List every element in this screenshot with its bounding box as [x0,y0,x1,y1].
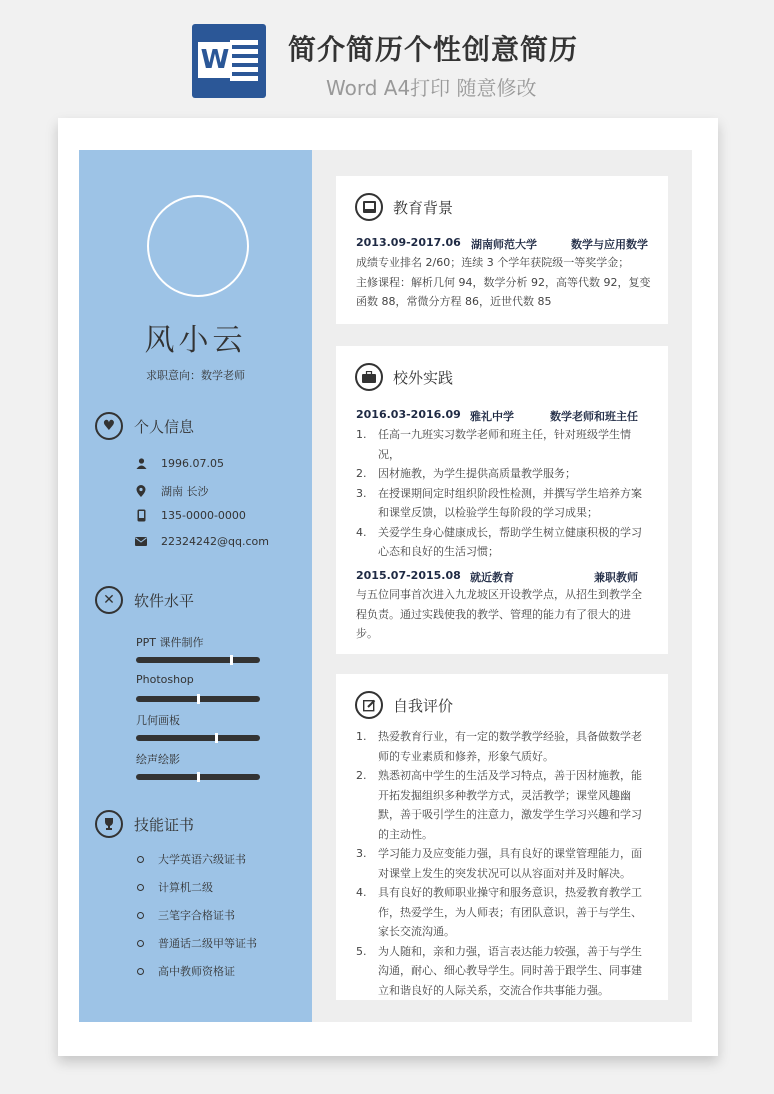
edit-icon [355,691,383,719]
resume-page [58,118,718,1056]
self-eval-item: 5. 为人随和，亲和力强，语言表达能力较强，善于与学生沟通，耐心、细心教导学生。同时善于跟学生、同事建立和谐良好的人际关系，交流合作共事能力强。 [356,944,642,997]
personal-info-title: 个人信息 [134,417,195,436]
info-phone [135,509,246,522]
education-details [356,253,652,312]
cert-item: 三笔字合格证书 [137,907,235,923]
skill-bar [136,774,260,780]
self-eval-item: 3. 学习能力及应变能力强，具有良好的课堂管理能力，面对课堂上发生的突发状况可以从容面对并及时解决。 [356,847,642,880]
self-eval-item: 4. 具有良好的教师职业操守和服务意识，热爱教育教学工作，热爱学生，为人师表；有团队意识，善于与学生、家长交流沟通。 [356,886,642,938]
practice-org: 就近教育 [470,571,514,584]
mail-icon [135,536,147,548]
trophy-icon [95,810,123,838]
skill-bar [136,735,260,741]
profile-name: 风小云 [144,323,247,358]
practice-period: 2015.07-2015.08 [356,569,461,582]
skill-bar-marker [230,655,233,665]
briefcase-icon [355,363,383,391]
education-school: 湖南师范大学 [471,238,537,251]
main-content [312,150,692,1022]
cert-item: 计算机二级 [137,879,213,895]
skill-label: 几何画板 [136,714,180,727]
word-logo-icon [192,24,266,98]
info-email-value: 22324242@qq.com [161,535,269,548]
practice-item: 1. 任高一九班实习数学老师和班主任，针对班级学生情况， [356,428,631,461]
practice-org: 雅礼中学 [470,410,514,423]
cert-item: 普通话二级甲等证书 [137,935,257,951]
self-eval-item: 1. 热爱教育行业，有一定的数学教学经验，具备做数学老师的专业素质和修养，形象气质好。 [356,730,642,763]
practice-item: 4. 关爱学生身心健康成长，帮助学生树立健康积极的学习心态和良好的生活习惯； [356,525,642,558]
info-birthday-value: 1996.07.05 [161,457,224,470]
word-logo-letter: W [198,42,232,78]
user-icon [135,458,147,470]
self-eval-header [355,691,453,719]
skill-bar-marker [197,772,200,782]
education-title: 教育背景 [393,198,454,217]
book-icon [355,193,383,221]
practice-item: 2. 因材施教，为学生提供高质量教学服务； [356,467,576,480]
software-skills-title: 软件水平 [134,591,195,610]
skill-label: PPT 课件制作 [136,636,204,649]
education-line: 成绩专业排名 2/60；连续 3 个学年获院级一等奖学金； [356,256,630,269]
info-location [135,483,209,499]
banner-title: 简介简历个性创意简历 [288,33,579,66]
practice-title: 校外实践 [393,368,454,387]
cert-item: 高中教师资格证 [137,963,235,979]
info-email [135,535,269,548]
practice-item: 3. 在授课期间定时组织阶段性检测，并撰写学生培养方案和课堂反馈，以检验学生每阶段的学习成果； [356,486,642,519]
education-header [355,193,453,221]
location-icon [135,485,147,497]
practice-role: 兼职教师 [594,571,638,584]
personal-info-header [95,412,194,440]
practice-period: 2016.03-2016.09 [356,408,461,421]
skill-bar [136,657,260,663]
info-phone-value: 135-0000-0000 [161,509,246,522]
certificates-header [95,810,194,838]
skill-bar-marker [197,694,200,704]
practice-header [355,363,453,391]
cert-item: 大学英语六级证书 [137,851,246,867]
info-birthday [135,457,224,470]
practice-role: 数学老师和班主任 [550,410,638,423]
self-eval-card [336,674,668,1000]
certificates-title: 技能证书 [134,815,195,834]
banner-subtitle: Word A4打印 随意修改 [326,76,537,100]
tools-icon: ✕ [95,586,123,614]
avatar [147,195,249,297]
phone-icon [135,510,147,522]
education-period: 2013.09-2017.06 [356,236,461,249]
job-intent: 求职意向：数学老师 [146,369,245,382]
banner [0,0,774,110]
practice-card [336,346,668,654]
self-eval-item: 2. 熟悉初高中学生的生活及学习特点，善于因材施教，能开拓发掘组织多种教学方式，灵活教学；课堂风趣幽默，善于吸引学生的注意力，激发学生学习兴趣和学习的主动性。 [356,769,642,841]
practice-description: 与五位同事首次进入九龙坡区开设教学点，从招生到教学全程负责。通过实践使我的教学、管理的能力有了很大的进步。 [356,588,642,640]
education-card [336,176,668,324]
skill-bar-marker [215,733,218,743]
skill-label: 绘声绘影 [136,753,180,766]
heart-icon: ♥ [95,412,123,440]
education-major: 数学与应用数学 [571,238,648,251]
self-eval-title: 自我评价 [393,696,454,715]
info-location-value: 湖南 长沙 [161,485,209,498]
skill-bar [136,696,260,702]
practice-list [356,425,652,562]
self-eval-list [356,727,652,1000]
sidebar [79,150,312,1022]
education-line: 主修课程：解析几何 94，数学分析 92，高等代数 92，复变函数 88，常微分方程 86，近世代数 85 [356,275,651,308]
software-skills-header [95,586,194,614]
skill-label: Photoshop [136,673,194,686]
